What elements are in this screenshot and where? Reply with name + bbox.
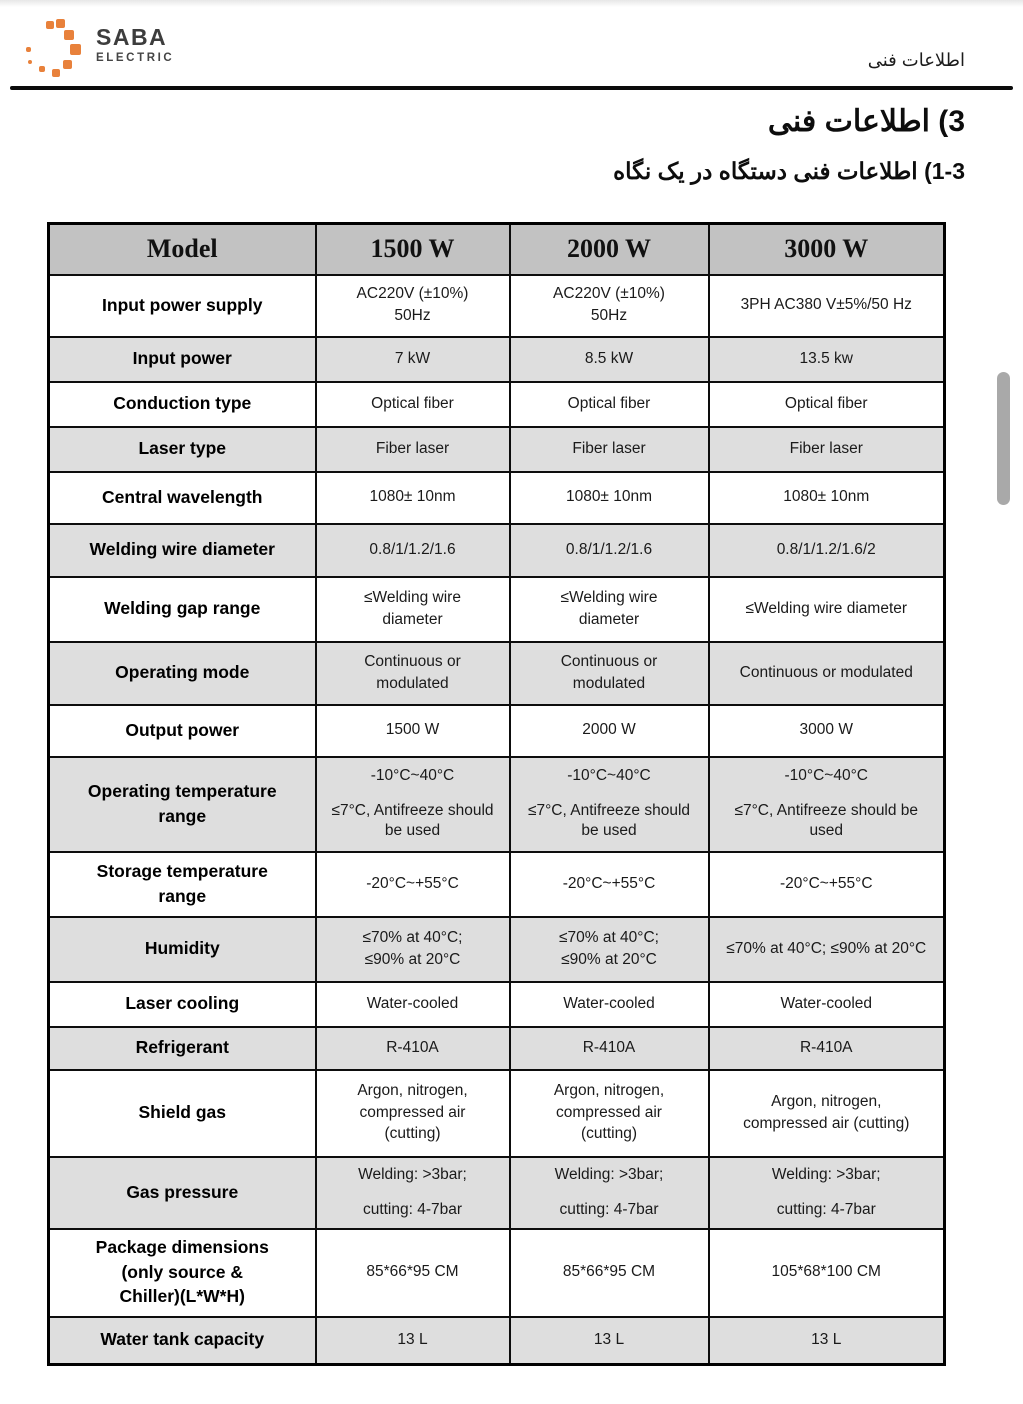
spec-value-cell: Argon, nitrogen, compressed air (cutting) <box>510 1070 709 1157</box>
table-row <box>49 275 945 337</box>
row-label: Shield gas <box>49 1070 316 1157</box>
spec-value-cell: AC220V (±10%) 50Hz <box>510 275 709 337</box>
table-row <box>49 757 945 852</box>
spec-value-cell: -10°C~40°C ≤7°C, Antifreeze should be used <box>709 757 945 852</box>
column-header: 1500 W <box>316 224 510 275</box>
row-label: Package dimensions (only source & Chiller)(L*W*H) <box>49 1229 316 1317</box>
spec-value-cell: Welding: >3bar; cutting: 4-7bar <box>316 1157 510 1229</box>
spec-value-cell: AC220V (±10%) 50Hz <box>316 275 510 337</box>
row-label: Operating mode <box>49 642 316 705</box>
table-row <box>49 382 945 427</box>
logo-subname: ELECTRIC <box>96 52 175 64</box>
spec-value-cell: ≤70% at 40°C; ≤90% at 20°C <box>510 917 709 982</box>
running-header-label: اطلاعات فنی <box>867 50 965 70</box>
row-label: Input power <box>49 337 316 382</box>
row-label: Central wavelength <box>49 472 316 524</box>
logo-orange-pixels-icon <box>26 16 84 80</box>
spec-value-cell: 3000 W <box>709 705 945 757</box>
scrollbar-thumb[interactable] <box>997 372 1010 505</box>
spec-table-header-row <box>49 224 945 275</box>
spec-value-cell: 13 L <box>316 1317 510 1365</box>
row-label: Gas pressure <box>49 1157 316 1229</box>
spec-value-cell: 0.8/1/1.2/1.6 <box>316 524 510 577</box>
spec-value-cell: Continuous or modulated <box>316 642 510 705</box>
spec-value-cell: Continuous or modulated <box>709 642 945 705</box>
spec-value-cell: 13 L <box>709 1317 945 1365</box>
spec-value-cell: -20°C~+55°C <box>510 852 709 917</box>
saba-electric-logo <box>26 14 226 84</box>
spec-value-cell: ≤Welding wire diameter <box>709 577 945 642</box>
spec-value-cell: 85*66*95 CM <box>510 1229 709 1317</box>
spec-value-cell: 1080± 10nm <box>709 472 945 524</box>
column-header: 2000 W <box>510 224 709 275</box>
table-row <box>49 1317 945 1365</box>
table-row <box>49 1157 945 1229</box>
table-row <box>49 427 945 472</box>
spec-value-cell: Argon, nitrogen, compressed air (cutting) <box>316 1070 510 1157</box>
header-divider-rule <box>10 86 1013 90</box>
table-row <box>49 852 945 917</box>
spec-value-cell: 85*66*95 CM <box>316 1229 510 1317</box>
spec-value-cell: -20°C~+55°C <box>316 852 510 917</box>
row-label: Water tank capacity <box>49 1317 316 1365</box>
row-label: Input power supply <box>49 275 316 337</box>
spec-value-cell: Fiber laser <box>510 427 709 472</box>
table-row <box>49 337 945 382</box>
table-row <box>49 705 945 757</box>
spec-value-cell: Optical fiber <box>316 382 510 427</box>
row-label: Laser cooling <box>49 982 316 1027</box>
spec-value-cell: Optical fiber <box>709 382 945 427</box>
section-heading: 3) اطلاعات فنی <box>767 105 965 138</box>
page-top-edge <box>0 0 1023 7</box>
spec-value-cell: Continuous or modulated <box>510 642 709 705</box>
spec-value-cell: Argon, nitrogen, compressed air (cutting) <box>709 1070 945 1157</box>
row-label: Conduction type <box>49 382 316 427</box>
spec-value-cell: ≤Welding wire diameter <box>316 577 510 642</box>
table-row <box>49 524 945 577</box>
table-row <box>49 917 945 982</box>
logo-text <box>96 26 174 65</box>
table-row <box>49 1027 945 1070</box>
row-label: Operating temperature range <box>49 757 316 852</box>
table-row <box>49 982 945 1027</box>
spec-value-cell: Fiber laser <box>316 427 510 472</box>
column-header: Model <box>49 224 316 275</box>
spec-table-body <box>49 275 945 1365</box>
table-row <box>49 1070 945 1157</box>
row-label: Welding wire diameter <box>49 524 316 577</box>
row-label: Refrigerant <box>49 1027 316 1070</box>
spec-value-cell: ≤Welding wire diameter <box>510 577 709 642</box>
spec-value-cell: R-410A <box>709 1027 945 1070</box>
spec-value-cell: 7 kW <box>316 337 510 382</box>
spec-value-cell: R-410A <box>316 1027 510 1070</box>
spec-value-cell: Fiber laser <box>709 427 945 472</box>
spec-value-cell: 105*68*100 CM <box>709 1229 945 1317</box>
spec-value-cell: ≤70% at 40°C; ≤90% at 20°C <box>709 917 945 982</box>
spec-value-cell: Water-cooled <box>709 982 945 1027</box>
row-label: Welding gap range <box>49 577 316 642</box>
table-row <box>49 1229 945 1317</box>
table-row <box>49 472 945 524</box>
spec-value-cell: 0.8/1/1.2/1.6/2 <box>709 524 945 577</box>
spec-value-cell: Water-cooled <box>510 982 709 1027</box>
column-header: 3000 W <box>709 224 945 275</box>
spec-table <box>47 222 946 1366</box>
spec-value-cell: -10°C~40°C ≤7°C, Antifreeze should be used <box>316 757 510 852</box>
spec-value-cell: Optical fiber <box>510 382 709 427</box>
spec-value-cell: 13 L <box>510 1317 709 1365</box>
table-row <box>49 642 945 705</box>
spec-value-cell: Welding: >3bar; cutting: 4-7bar <box>510 1157 709 1229</box>
spec-value-cell: R-410A <box>510 1027 709 1070</box>
spec-value-cell: 1080± 10nm <box>510 472 709 524</box>
spec-value-cell: ≤70% at 40°C; ≤90% at 20°C <box>316 917 510 982</box>
spec-value-cell: 2000 W <box>510 705 709 757</box>
spec-value-cell: 1080± 10nm <box>316 472 510 524</box>
spec-value-cell: 1500 W <box>316 705 510 757</box>
spec-value-cell: 13.5 kw <box>709 337 945 382</box>
spec-value-cell: 0.8/1/1.2/1.6 <box>510 524 709 577</box>
spec-value-cell: 3PH AC380 V±5%/50 Hz <box>709 275 945 337</box>
subsection-heading: 1-3) اطلاعات فنی دستگاه در یک نگاه <box>613 158 965 184</box>
row-label: Laser type <box>49 427 316 472</box>
spec-value-cell: 8.5 kW <box>510 337 709 382</box>
table-row <box>49 577 945 642</box>
spec-value-cell: -10°C~40°C ≤7°C, Antifreeze should be used <box>510 757 709 852</box>
row-label: Storage temperature range <box>49 852 316 917</box>
row-label: Output power <box>49 705 316 757</box>
spec-value-cell: -20°C~+55°C <box>709 852 945 917</box>
spec-value-cell: Welding: >3bar; cutting: 4-7bar <box>709 1157 945 1229</box>
spec-value-cell: Water-cooled <box>316 982 510 1027</box>
row-label: Humidity <box>49 917 316 982</box>
logo-name: SABA <box>96 24 168 50</box>
